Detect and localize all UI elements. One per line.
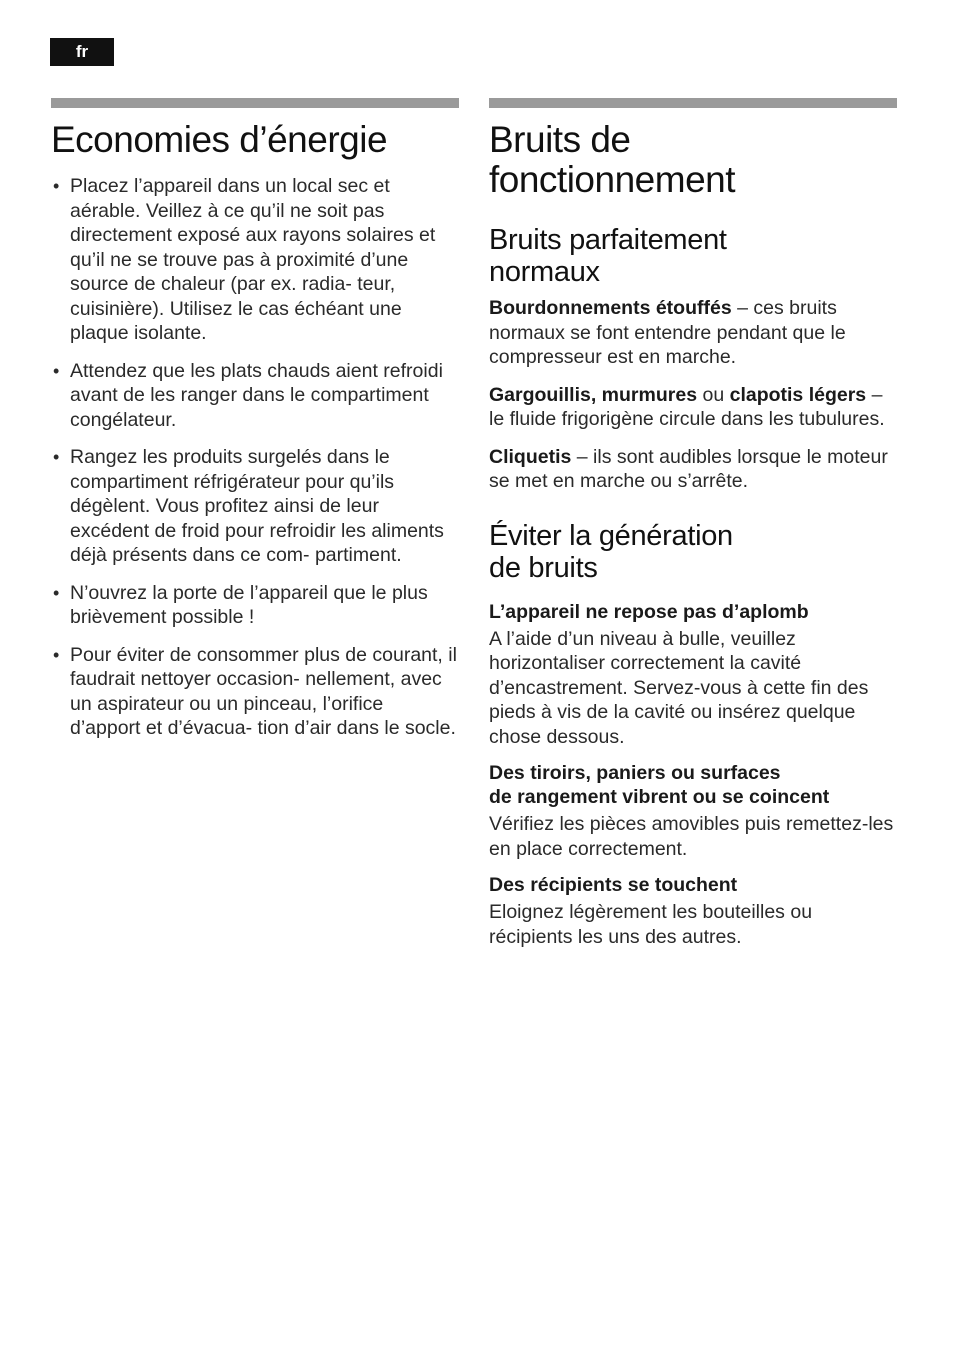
avoid-noise-heading bbox=[489, 520, 897, 584]
energy-tip-text: Placez l’appareil dans un local sec et aérable. Veillez à ce qu’il ne soit pas directement exposé aux rayons solaires et qu’il ne se trouve pas à proximité d’une source de chaleur (par ex. radia- teur, cuisinière). Utilisez le cas échéant une plaque isolante. bbox=[70, 175, 436, 344]
heading-line: normaux bbox=[489, 256, 600, 288]
noise-title-line: fonctionnement bbox=[489, 159, 736, 200]
heading-line: Bruits parfaitement bbox=[489, 224, 727, 256]
energy-tip-text: N’ouvrez la porte de l’appareil que le plus brièvement possible ! bbox=[70, 581, 428, 628]
heading-line: Des tiroirs, paniers ou surfaces bbox=[489, 762, 781, 784]
energy-tip-text: Rangez les produits surgelés dans le compartiment réfrigérateur pour qu’ils dégèlent. Vous profitez ainsi de leur excédent de froid pour refroidir les aliments déjà présents dans ce com- partiment. bbox=[70, 446, 444, 566]
noise-term: clapotis légers bbox=[729, 383, 867, 406]
heading-line: de bruits bbox=[489, 551, 598, 584]
issue-heading: L’appareil ne repose pas d’aplomb bbox=[489, 600, 809, 623]
noise-title-line: Bruits de bbox=[489, 119, 631, 160]
noise-description: – ces bruits normaux se font entendre pendant que le compresseur est en marche. bbox=[489, 297, 846, 368]
normal-noises-heading bbox=[489, 224, 897, 288]
section-rule bbox=[51, 98, 459, 108]
energy-tip bbox=[51, 359, 459, 433]
section-rule bbox=[489, 98, 897, 108]
bullet-icon: • bbox=[53, 582, 60, 603]
energy-tip bbox=[51, 643, 459, 741]
noise-connector: ou bbox=[697, 383, 730, 406]
issue-remedy: Vérifiez les pièces amovibles puis remettez-les en place correctement. bbox=[489, 813, 894, 860]
bullet-icon: • bbox=[53, 360, 60, 381]
energy-tip bbox=[51, 581, 459, 630]
noise-title bbox=[489, 120, 897, 200]
issue-heading: Des récipients se touchent bbox=[489, 874, 738, 896]
noise-term: Cliquetis bbox=[489, 445, 572, 468]
language-badge: fr bbox=[50, 38, 114, 66]
issue-remedy: Eloignez légèrement les bouteilles ou récipients les uns des autres. bbox=[489, 901, 813, 948]
heading-line: Éviter la génération bbox=[489, 519, 733, 552]
noise-term: Bourdonnements étouffés bbox=[489, 297, 732, 319]
issue-heading bbox=[489, 761, 897, 809]
energy-tip-text: Pour éviter de consommer plus de courant, il faudrait nettoyer occasion- nellement, avec un aspirateur ou un pinceau, l’orifice d’apport et d’évacua- tion d’air dans le socle. bbox=[70, 643, 457, 739]
energy-tip bbox=[51, 445, 459, 568]
heading-line: de rangement vibrent ou se coincent bbox=[489, 786, 830, 808]
noise-term: Gargouillis, murmures bbox=[489, 383, 698, 406]
noise-description: – ils sont audibles lorsque le moteur se met en marche ou s’arrête. bbox=[489, 445, 888, 492]
energy-tip bbox=[51, 174, 459, 346]
energy-title: Economies d’énergie bbox=[51, 119, 388, 160]
bullet-icon: • bbox=[53, 447, 60, 467]
energy-section bbox=[51, 98, 459, 754]
bullet-icon: • bbox=[53, 644, 60, 665]
noise-paragraph bbox=[489, 296, 897, 370]
noise-description: – le fluide frigorigène circule dans les tubulures. bbox=[489, 383, 885, 430]
energy-tip-text: Attendez que les plats chauds aient refroidi avant de les ranger dans le compartiment congélateur. bbox=[70, 359, 443, 431]
noise-paragraph bbox=[489, 445, 897, 494]
bullet-icon: • bbox=[53, 176, 60, 196]
energy-tips-list bbox=[51, 174, 459, 741]
noise-section bbox=[489, 98, 897, 949]
issue-remedy: A l’aide d’un niveau à bulle, veuillez horizontaliser correctement la cavité d’encastrement. Servez-vous à cette fin des pieds à vis de la cavité ou insérez quelque chose dessous. bbox=[489, 627, 869, 748]
noise-paragraph bbox=[489, 383, 897, 432]
